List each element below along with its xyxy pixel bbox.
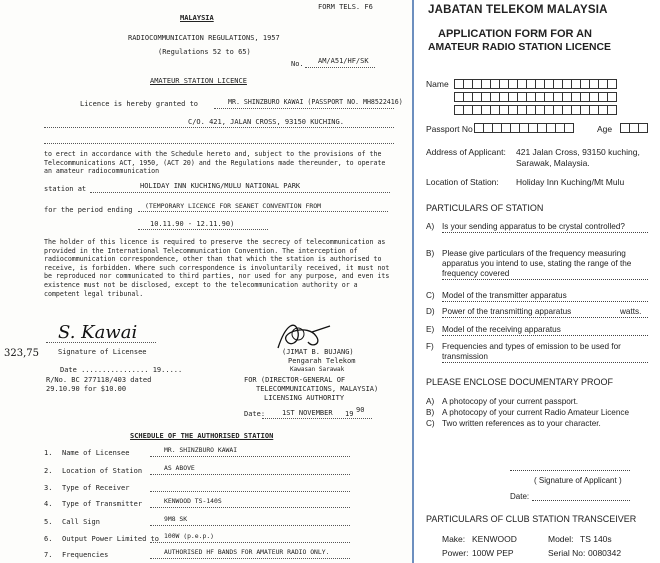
name-boxes-row-1[interactable] <box>454 79 616 89</box>
schedule-row-line <box>150 507 350 508</box>
age-label: Age <box>597 124 613 134</box>
schedule-row-value: AS ABOVE <box>164 464 195 472</box>
schedule-row-line <box>150 542 350 543</box>
name-boxes-row-2[interactable] <box>454 92 616 102</box>
country-heading: MALAYSIA <box>180 14 214 22</box>
official-name: (JIMAT B. BUJANG) <box>282 348 354 356</box>
schedule-row-number: 6. <box>44 535 53 543</box>
schedule-row-line <box>150 491 350 492</box>
location-label: Location of Station: <box>426 177 499 187</box>
schedule-row-label: Call Sign <box>62 518 100 526</box>
licence-number-line <box>305 67 375 68</box>
question-text: Frequencies and types of emission to be used for transmission <box>442 342 621 361</box>
blank-line <box>44 143 394 144</box>
passport-boxes[interactable] <box>474 123 573 133</box>
age-boxes[interactable] <box>620 123 647 133</box>
schedule-row-value: KENWOOD TS-140S <box>164 497 222 505</box>
schedule-row-label: Type of Receiver <box>62 484 130 492</box>
question-suffix: watts. <box>620 307 642 316</box>
licence-number-label: No. <box>291 60 304 68</box>
question-text: Model of the transmitter apparatus <box>442 291 567 300</box>
period-line <box>138 211 388 212</box>
particulars-title: PARTICULARS OF STATION <box>426 203 544 213</box>
answer-line[interactable] <box>442 317 648 318</box>
input-box[interactable] <box>564 123 574 133</box>
enclose-text: Two written references as to your character. <box>442 419 601 428</box>
form-title-2: AMATEUR RADIO STATION LICENCE <box>428 42 611 53</box>
licence-date-line: Date ................ 19..... <box>60 366 183 374</box>
question-letter: A) <box>426 222 435 231</box>
licensee-name: MR. SHINZBURO KAWAI (PASSPORT NO. MH8522416) <box>228 98 403 106</box>
answer-line[interactable] <box>442 335 648 336</box>
enclose-letter: C) <box>426 419 435 428</box>
input-box[interactable] <box>607 92 617 102</box>
question-letter: E) <box>426 325 435 334</box>
club-station-title: PARTICULARS OF CLUB STATION TRANSCEIVER <box>426 514 637 524</box>
location-value: Holiday Inn Kuching/Mt Mulu <box>516 177 625 187</box>
answer-line[interactable] <box>442 279 648 280</box>
authority-line-1: FOR (DIRECTOR-GENERAL OF <box>244 376 346 384</box>
period-label: for the period ending <box>44 206 133 214</box>
station-location: HOLIDAY INN KUCHING/MULU NATIONAL PARK <box>140 182 301 190</box>
schedule-row-number: 5. <box>44 518 53 526</box>
org-heading: JABATAN TELEKOM MALAYSIA <box>428 4 608 16</box>
name-boxes-row-3[interactable] <box>454 105 616 115</box>
secrecy-paragraph: The holder of this licence is required to preserve the secrecy of telecommunication as provided in the International Telecommunication Convention. The interception of radiocommunication correspondence, other than that which the station is authorised to receive, is forbidden. Where such correspondence is involuntarily received, it must not be reproduced nor communicated to third parties, nor used for any purpose, and even its existence must not be disclosed, except to the telecommunication authority or a competent legal tribunal. <box>44 238 390 298</box>
applicant-date-line[interactable] <box>532 500 630 501</box>
regulations-heading: RADIOCOMMUNICATION REGULATIONS, 1957 <box>128 34 280 42</box>
schedule-row-label: Frequencies <box>62 551 109 559</box>
schedule-row-number: 3. <box>44 484 53 492</box>
schedule-title: SCHEDULE OF THE AUTHORISED STATION <box>130 432 274 440</box>
applicant-signature-label: ( Signature of Applicant ) <box>534 476 622 485</box>
schedule-row-value: 9M8 SK <box>164 515 188 523</box>
schedule-row-number: 4. <box>44 500 53 508</box>
enclose-text: A photocopy of your current passport. <box>442 397 579 406</box>
schedule-row-number: 7. <box>44 551 53 559</box>
authority-line-3: LICENSING AUTHORITY <box>264 394 345 402</box>
schedule-row-line <box>150 474 350 475</box>
regulations-subheading: (Regulations 52 to 65) <box>158 48 251 56</box>
question-text: Power of the transmitting apparatus <box>442 307 572 316</box>
schedule-row-value: AUTHORISED HF BANDS FOR AMATEUR RADIO ONLY. <box>164 548 330 556</box>
official-title: Pengarah Telekom <box>288 357 356 365</box>
question-letter: F) <box>426 342 434 351</box>
period-dates-line <box>138 229 268 230</box>
applicant-signature-line[interactable] <box>510 470 630 471</box>
question-text: Model of the receiving apparatus <box>442 325 561 334</box>
enclose-letter: B) <box>426 408 435 417</box>
name-label: Name <box>426 79 449 89</box>
power-value: 100W PEP <box>472 548 514 558</box>
answer-line[interactable] <box>442 232 648 233</box>
schedule-row-label: Location of Station <box>62 467 143 475</box>
address-line-2: Sarawak, Malaysia. <box>516 158 590 168</box>
schedule-row-value: 100W (p.e.p.) <box>164 532 215 540</box>
schedule-row-label: Name of Licensee <box>62 449 130 457</box>
model-label: Model: <box>548 534 574 544</box>
issue-date-label: Date: <box>244 410 266 418</box>
issue-year-prefix: 19 <box>345 410 354 418</box>
licensee-signature-line <box>46 342 156 343</box>
address-label: Address of Applicant: <box>426 147 506 157</box>
enclose-letter: A) <box>426 397 435 406</box>
receipt-amount: 29.10.90 for $10.00 <box>46 385 127 393</box>
application-form <box>414 0 660 563</box>
licence-number: AM/A51/HF/SK <box>318 57 369 65</box>
licensee-signature: S. Kawai <box>58 322 138 343</box>
power-label: Power: <box>442 548 469 558</box>
question-text: Please give particulars of the frequency measuring apparatus you intend to use, stating the range of the frequency covered <box>442 249 632 278</box>
period-note: (TEMPORARY LICENCE FOR SEANET CONVENTION FROM <box>145 202 322 210</box>
authority-line-2: TELECOMMUNICATIONS, MALAYSIA) <box>256 385 379 393</box>
issue-date-line <box>262 418 372 419</box>
schedule-row-value: MR. SHINZBURO KAWAI <box>164 446 238 454</box>
station-line <box>90 192 390 193</box>
schedule-row-line <box>150 558 350 559</box>
input-box[interactable] <box>607 105 617 115</box>
schedule-row-number: 2. <box>44 467 53 475</box>
enclose-text: A photocopy of your current Radio Amateur Licence <box>442 408 630 417</box>
granted-text: Licence is hereby granted to <box>80 100 199 108</box>
granted-line <box>214 108 394 109</box>
schedule-row-line <box>150 456 350 457</box>
licensee-address: C/O. 421, JALAN CROSS, 93150 KUCHING. <box>188 118 344 126</box>
form-reference: FORM TELS. F6 <box>318 3 373 11</box>
licence-title: AMATEUR STATION LICENCE <box>150 77 247 85</box>
serial-label: Serial No: <box>548 548 586 558</box>
address-line <box>44 127 394 128</box>
question-letter: D) <box>426 307 435 316</box>
serial-value: 0080342 <box>588 548 622 558</box>
input-box[interactable] <box>607 79 617 89</box>
input-box[interactable] <box>638 123 648 133</box>
question-text: Is your sending apparatus to be crystal controlled? <box>442 222 625 231</box>
official-region: Kawasan Sarawak <box>290 366 345 373</box>
schedule-row-number: 1. <box>44 449 53 457</box>
address-line-1: 421 Jalan Cross, 93150 kuching, <box>516 147 640 157</box>
answer-line[interactable] <box>442 301 648 302</box>
licensee-signature-label: Signature of Licensee <box>58 348 147 356</box>
station-at-label: station at <box>44 185 87 193</box>
issue-date: 1ST NOVEMBER <box>282 409 333 417</box>
question-letter: B) <box>426 249 435 258</box>
schedule-row-line <box>150 525 350 526</box>
answer-line[interactable] <box>442 362 648 363</box>
receipt-number: R/No. BC 277118/403 dated <box>46 376 152 384</box>
schedule-row-label: Type of Transmitter <box>62 500 143 508</box>
make-value: KENWOOD <box>472 534 517 544</box>
question-letter: C) <box>426 291 435 300</box>
enclose-title: PLEASE ENCLOSE DOCUMENTARY PROOF <box>426 377 614 387</box>
schedule-row-label: Output Power Limited to <box>62 535 159 543</box>
passport-label: Passport No <box>426 124 473 134</box>
form-title-1: APPLICATION FORM FOR AN <box>438 28 592 40</box>
licence-terms-paragraph: to erect in accordance with the Schedule hereto and, subject to the provisions of the Telecommunications ACT, 1950, (ACT 20) and the Regulations made thereunder, to operate an amateur radiocommunication <box>44 150 386 176</box>
margin-note: 323,75 <box>4 348 39 359</box>
issue-year: 90 <box>356 406 365 414</box>
applicant-date-label: Date: <box>510 492 530 501</box>
model-value: TS 140s <box>580 534 612 544</box>
period-dates: 10.11.90 - 12.11.90) <box>150 220 235 228</box>
make-label: Make: <box>442 534 466 544</box>
